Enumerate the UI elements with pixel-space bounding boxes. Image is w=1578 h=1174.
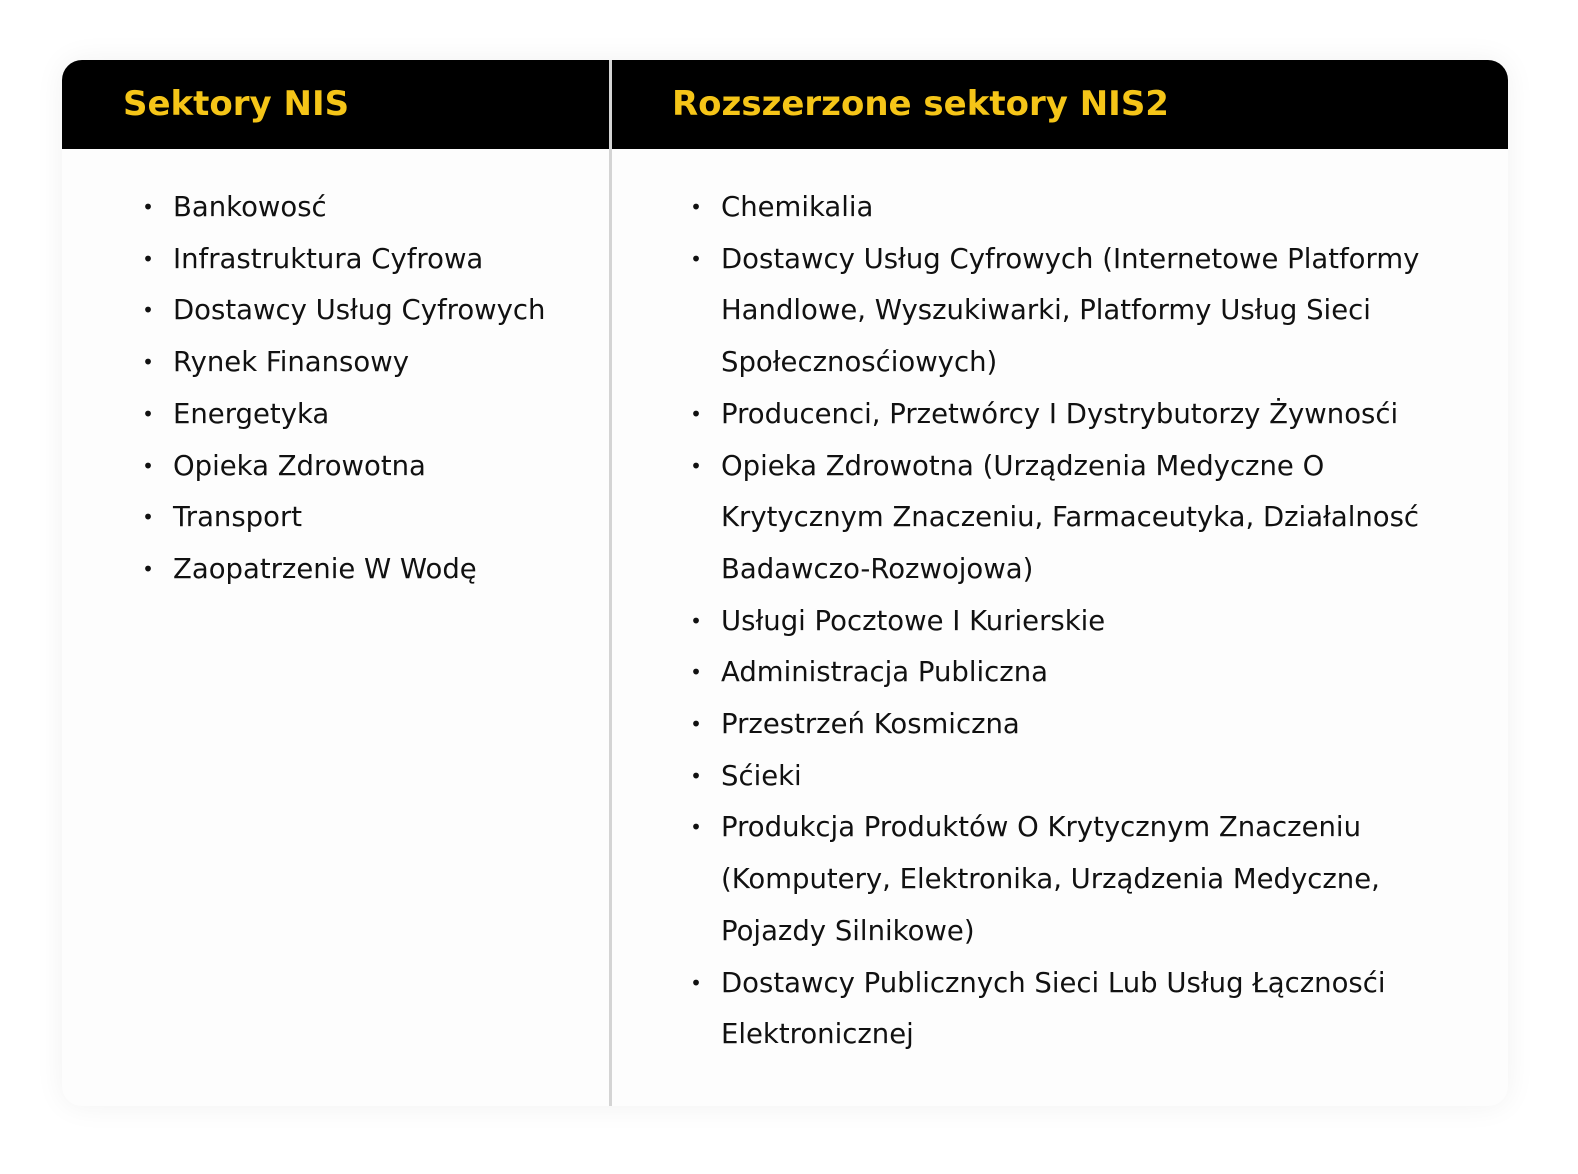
bullet-icon: • xyxy=(142,246,154,271)
nis2-sectors-list xyxy=(690,182,1460,1061)
nis-sector-list-item xyxy=(142,182,602,234)
nis2-sector-item-label: Przestrzeń Kosmiczna xyxy=(721,708,1020,741)
nis2-sector-list-item xyxy=(690,802,1460,957)
nis2-sector-list-item xyxy=(690,182,1460,234)
column-divider xyxy=(609,60,612,1106)
bullet-icon: • xyxy=(142,195,154,219)
nis-sector-list-item xyxy=(142,389,602,441)
bullet-icon: • xyxy=(690,763,702,788)
nis2-sector-list-item xyxy=(690,751,1460,803)
nis2-sector-list-item xyxy=(690,958,1460,1061)
nis2-sector-item-label: Chemikalia xyxy=(721,191,874,223)
nis-sector-item-label: Bankowosć xyxy=(173,191,327,223)
table-header xyxy=(62,60,1508,149)
bullet-icon: • xyxy=(690,815,702,840)
nis2-sector-item-label: Sćieki xyxy=(721,759,802,792)
nis2-sector-list-item xyxy=(690,441,1460,596)
nis2-sector-list-item xyxy=(690,596,1460,648)
nis-sector-list-item xyxy=(142,285,602,337)
nis-sector-item-label: Zaopatrzenie W Wodę xyxy=(173,552,477,585)
nis-sector-item-label: Dostawcy Usług Cyfrowych xyxy=(173,294,546,327)
nis2-sector-list-item xyxy=(690,699,1460,751)
bullet-icon: • xyxy=(690,660,702,685)
nis2-sector-list-item xyxy=(690,389,1460,441)
nis-sector-list-item xyxy=(142,234,602,286)
nis-sector-list-item xyxy=(142,441,602,493)
nis2-sector-item-label: Dostawcy Usług Cyfrowych (Internetowe Platformy Handlowe, Wyszukiwarki, Platformy Usług Sieci Społecznosćiowych) xyxy=(721,242,1420,379)
bullet-icon: • xyxy=(142,453,154,478)
bullet-icon: • xyxy=(690,608,702,633)
nis-sector-item-label: Opieka Zdrowotna xyxy=(173,449,426,482)
nis2-sector-item-label: Produkcja Produktów O Krytycznym Znaczeniu (Komputery, Elektronika, Urządzenia Medyczne, Pojazdy Silnikowe) xyxy=(721,811,1380,947)
sector-comparison-table xyxy=(62,60,1508,1106)
nis-sector-item-label: Infrastruktura Cyfrowa xyxy=(173,242,484,275)
nis2-sector-item-label: Usługi Pocztowe I Kurierskie xyxy=(721,604,1106,637)
nis2-sector-item-label: Dostawcy Publicznych Sieci Lub Usług Łącznosći Elektronicznej xyxy=(721,966,1386,1051)
nis-sector-item-label: Transport xyxy=(173,501,303,534)
nis2-sectors-title: Rozszerzone sektory NIS2 xyxy=(672,84,1169,124)
nis-sector-item-label: Energetyka xyxy=(173,397,330,430)
bullet-icon: • xyxy=(142,298,154,323)
nis2-sector-list-item xyxy=(690,234,1460,389)
nis-sector-list-item xyxy=(142,337,602,389)
bullet-icon: • xyxy=(690,246,702,271)
nis2-sector-item-label: Opieka Zdrowotna (Urządzenia Medyczne O Krytycznym Znaczeniu, Farmaceutyka, Działalnosć Badawczo-Rozwojowa) xyxy=(721,449,1420,585)
nis-sectors-list xyxy=(142,182,602,596)
nis2-sector-item-label: Producenci, Przetwórcy I Dystrybutorzy Żywnosći xyxy=(721,397,1399,430)
nis2-sector-item-label: Administracja Publiczna xyxy=(721,656,1049,689)
bullet-icon: • xyxy=(690,401,702,426)
nis-sectors-title: Sektory NIS xyxy=(123,84,350,124)
bullet-icon: • xyxy=(142,401,154,426)
bullet-icon: • xyxy=(690,453,702,478)
bullet-icon: • xyxy=(690,195,702,219)
nis-sector-list-item xyxy=(142,544,602,596)
nis-sector-item-label: Rynek Finansowy xyxy=(173,346,409,379)
bullet-icon: • xyxy=(690,712,702,737)
bullet-icon: • xyxy=(142,505,154,530)
bullet-icon: • xyxy=(142,350,154,375)
bullet-icon: • xyxy=(690,970,702,995)
nis2-sector-list-item xyxy=(690,647,1460,699)
bullet-icon: • xyxy=(142,556,154,581)
nis-sector-list-item xyxy=(142,492,602,544)
